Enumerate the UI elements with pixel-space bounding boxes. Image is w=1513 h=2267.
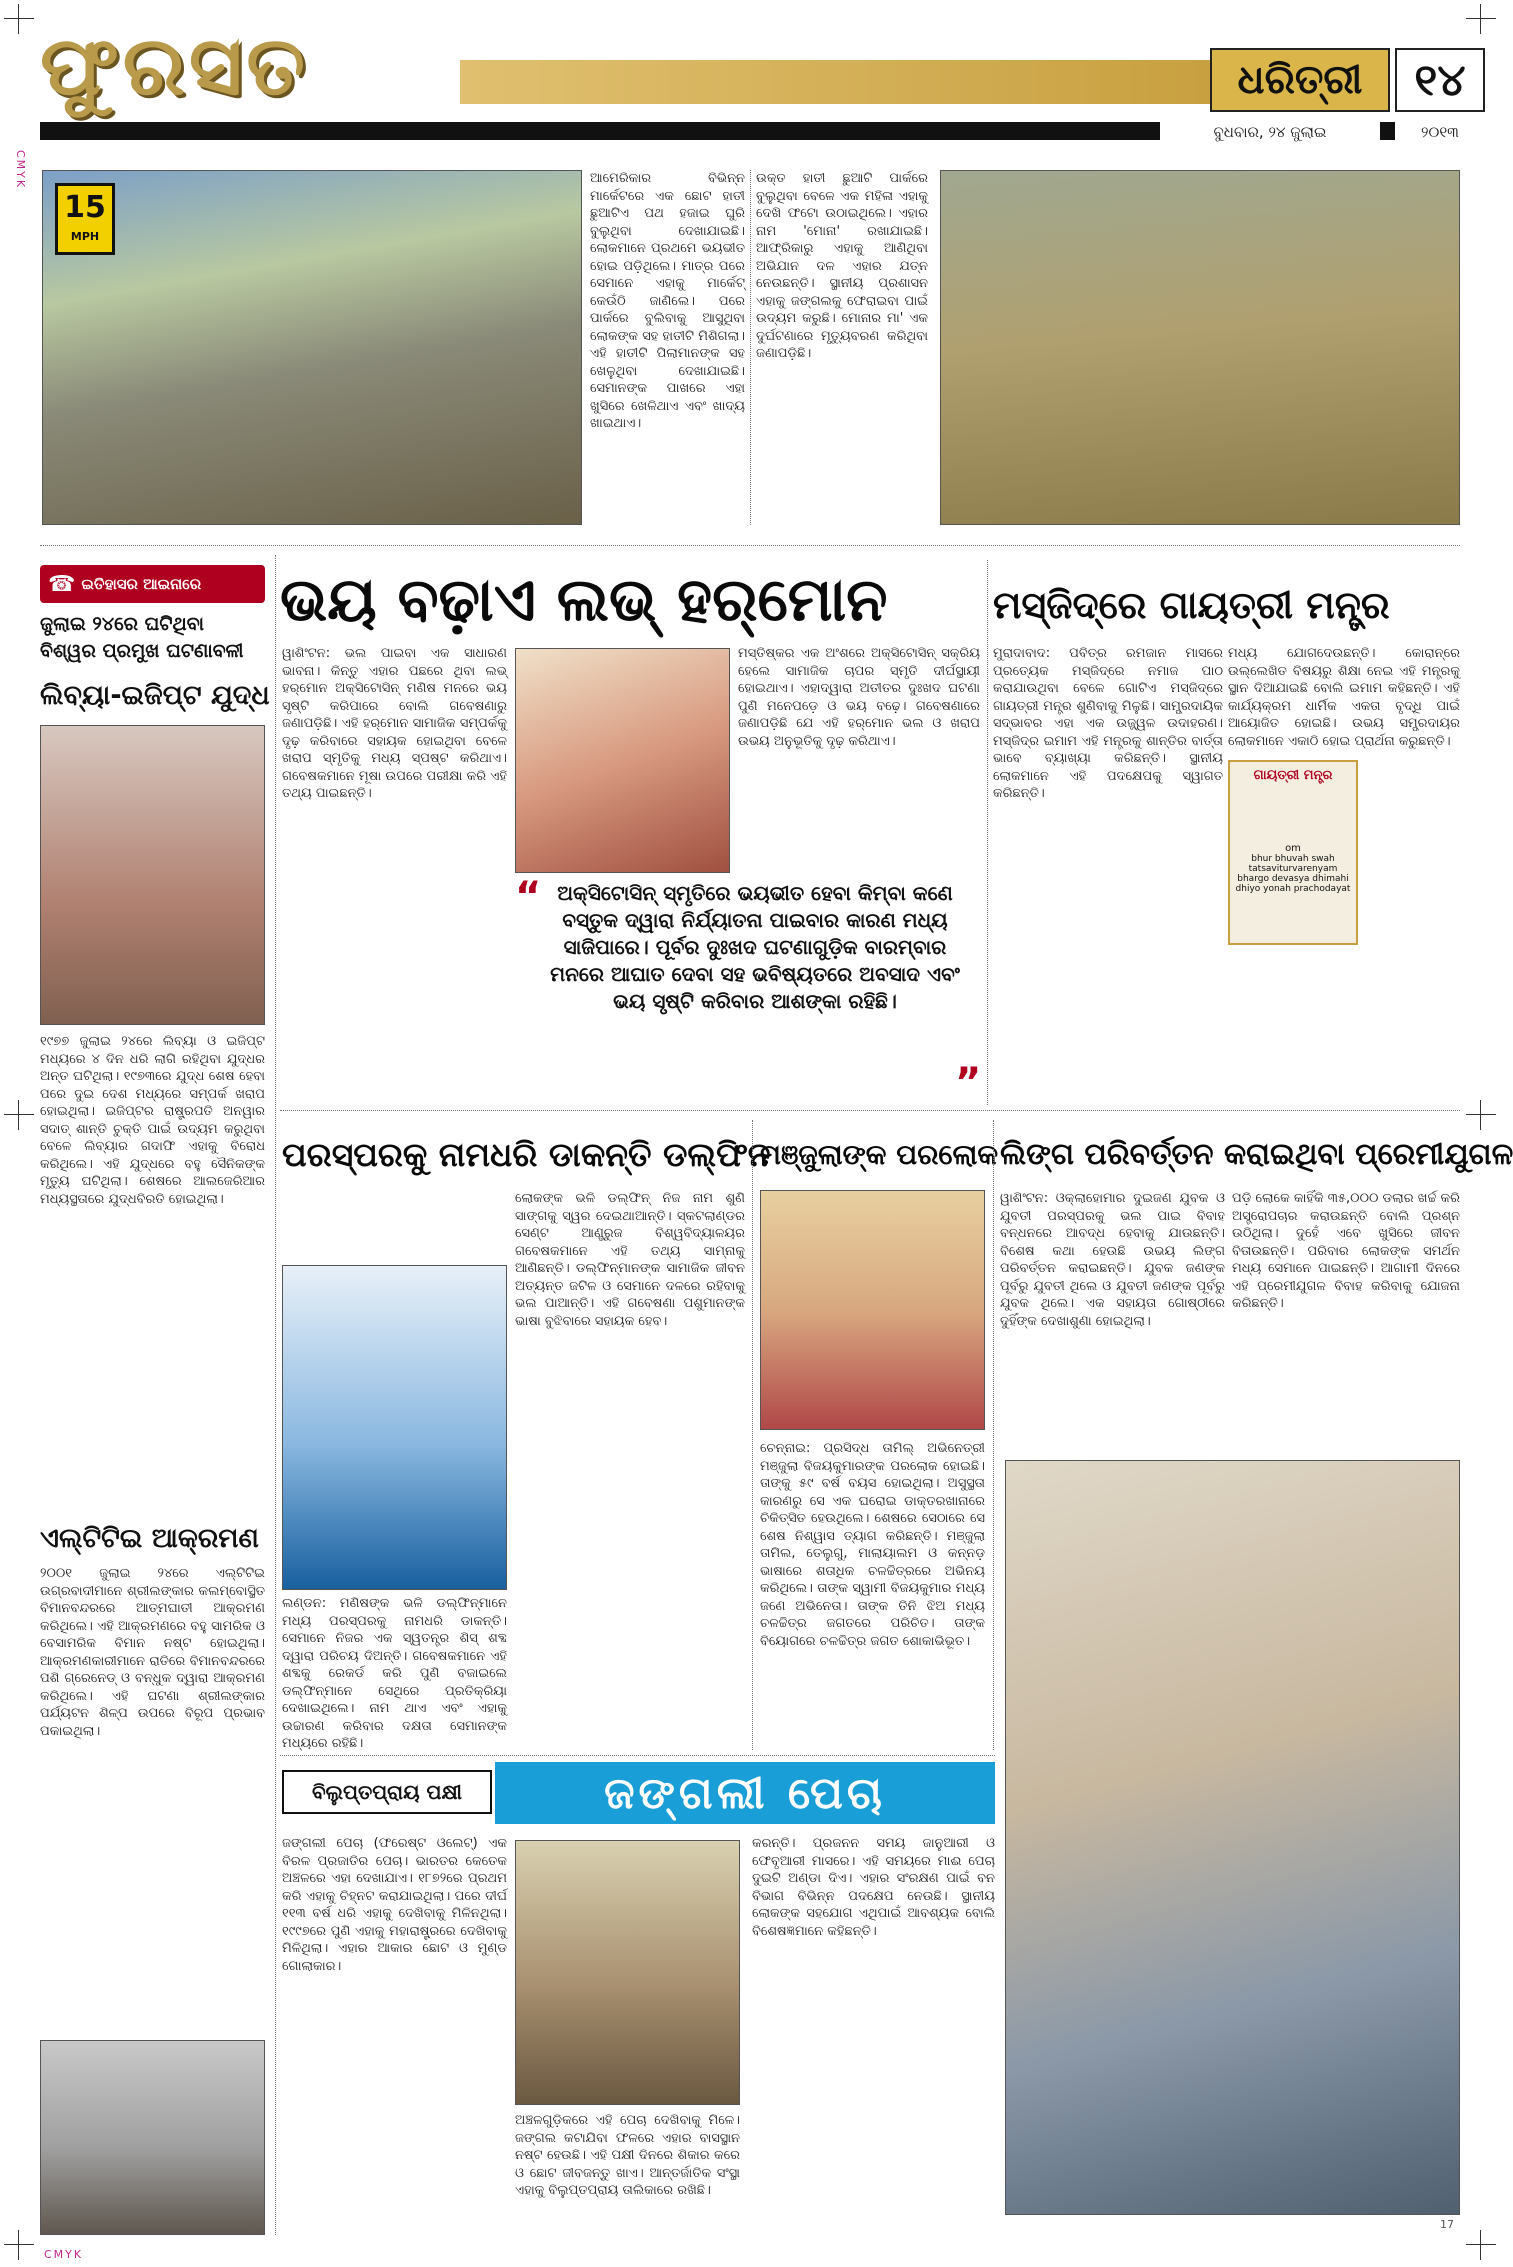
speed-sign-unit: MPH (70, 230, 100, 243)
owl-col3: କରନ୍ତି। ପ୍ରଜନନ ସମୟ ଜାନୁଆରୀ ଓ ଫେବୃଆରୀ ମାସରେ। ଏହି ସମୟରେ ମାଈ ପେଚା ଦୁଇଟି ଅଣ୍ଡା ଦିଏ। ଏହାର ସଂରକ୍ଷଣ ପାଇଁ ବନ ବିଭାଗ ବିଭିନ୍ନ ପଦକ୍ଷେପ ନେଉଛି। ସ୍ଥାନୀୟ ଲୋକଙ୍କ ସହଯୋଗ ଏଥିପାଇଁ ଆବଶ୍ୟକ ବୋଲି ବିଶେଷଜ୍ଞମାନେ କହିଛନ୍ତି। (752, 1836, 995, 1939)
manjula-photo (760, 1190, 985, 1430)
crop-mark (1466, 1100, 1496, 1130)
elephant-women-photo (940, 170, 1460, 525)
ltte-heading: ଏଲ୍‌ଟିଟିଇ ଆକ୍ରମଣ (40, 1523, 259, 1554)
mantra-line-3: tatsaviturvarenyam (1248, 864, 1338, 874)
owl-headline-bar (495, 1762, 995, 1824)
history-tag (40, 565, 265, 603)
dolphin-headline: ପରସ୍ପରକୁ ନାମଧରି ଡାକନ୍ତି ଡଲ୍‌ଫିନ (282, 1135, 771, 1174)
top-story-col1: ଆମେରିକାର ବିଭିନ୍ନ ମାର୍କେଟରେ ଏକ ଛୋଟ ହାତୀ ଛୁଆଟିଏ ପଥ ହଜାଇ ଘୁରି ବୁଲୁଥିବା ଦେଖାଯାଇଛି। ଲୋକମାନେ ପ୍ରଥମେ ଭୟଭୀତ ହୋଇ ପଡ଼ିଥିଲେ। ମାତ୍ର ପରେ ସେମାନେ ଏହାକୁ ମାର୍କେଟ୍‌ କେଉଁଠି ଜାଣିଲେ। ପରେ ପାର୍କରେ ବୁଲିବାକୁ ଆସୁଥିବା ଲୋକଙ୍କ ସହ ହାତୀଟି ମିଶିଗଲା। ଏହି ହାତୀଟି ପିଲାମାନଙ୍କ ସହ ଖେଳୁଥିବା ଦେଖାଯାଇଛି। ସେମାନଙ୍କ ପାଖରେ ଏହା ଖୁସିରେ ଖେଳିଥାଏ ଏବଂ ଖାଦ୍ୟ ଖାଇଥାଏ। (590, 171, 745, 431)
column-rule (275, 555, 276, 2235)
dolphins-photo (282, 1265, 507, 1590)
paper-name: ଧରିତ୍ରୀ (1237, 57, 1363, 103)
dolphin-col2: ଲୋକଙ୍କ ଭଳି ଡଲ୍‌ଫିନ୍‌ ନିଜ ନାମ ଶୁଣି ସାଙ୍ଗକୁ ସ୍ୱର ଦେଇଥାଆନ୍ତି। ସ୍କଟଲାଣ୍ଡର ସେଣ୍ଟ ଆଣ୍ଡ୍ରୁଜ ବିଶ୍ୱବିଦ୍ୟାଳୟର ଗବେଷକମାନେ ଏହି ତଥ୍ୟ ସାମ୍ନାକୁ ଆଣିଛନ୍ତି। ଡଲ୍‌ଫିନ୍‌ମାନଙ୍କ ସାମାଜିକ ଜୀବନ ଅତ୍ୟନ୍ତ ଜଟିଳ ଓ ସେମାନେ ଦଳରେ ରହିବାକୁ ଭଲ ପାଆନ୍ତି। ଏହି ଗବେଷଣା ପଶୁମାନଙ୍କ ଭାଷା ବୁଝିବାରେ ସହାୟକ ହେବ। (515, 1191, 745, 1329)
section-rule (40, 545, 1460, 546)
page-number-box (1395, 48, 1485, 112)
love-headline: ଭୟ ବଢ଼ାଏ ଲଭ୍‌ ହର୍‌ମୋନ (280, 565, 888, 635)
elephant-park-photo (42, 170, 582, 525)
column-rule (752, 1120, 753, 1750)
cmyk-side-label: CMYK (14, 150, 27, 190)
top-story-col2: ଉକ୍ତ ହାତୀ ଛୁଆଟି ପାର୍କରେ ବୁଲୁଥିବା ବେଳେ ଏକ ମହିଳା ଏହାକୁ ଦେଖି ଫଟୋ ଉଠାଇଥିଲେ। ଏହାର ନାମ 'ମୋନା' ରଖାଯାଇଛି। ଆଫ୍ରିକାରୁ ଏହାକୁ ଆଣିଥିବା ଅଭିଯାନ ଦଳ ଏହାର ଯତ୍ନ ନେଉଛନ୍ତି। ସ୍ଥାନୀୟ ପ୍ରଶାସନ ଏହାକୁ ଜଙ୍ଗଲକୁ ଫେରାଇବା ପାଇଁ ଉଦ୍ୟମ କରୁଛି। ମୋନାର ମା' ଏକ ଦୁର୍ଘଟଣାରେ ମୃତ୍ୟୁବରଣ କରିଥିବା ଜଣାପଡ଼ିଛି। (756, 171, 928, 361)
owl-col2: ଅଞ୍ଚଳଗୁଡ଼ିକରେ ଏହି ପେଚା ଦେଖିବାକୁ ମିଳେ। ଜଙ୍ଗଲ କଟାଯିବା ଫଳରେ ଏହାର ବାସସ୍ଥାନ ନଷ୍ଟ ହେଉଛି। ଏହି ପକ୍ଷୀ ଦିନରେ ଶିକାର କରେ ଓ ଛୋଟ ଜୀବଜନ୍ତୁ ଖାଏ। ଆନ୍ତର୍ଜାତିକ ସଂସ୍ଥା ଏହାକୁ ବିଲୁପ୍ତପ୍ରାୟ ତାଲିକାରେ ରଖିଛି। (515, 2113, 740, 2198)
section-rule (280, 1110, 1460, 1111)
libya-egypt-heading: ଲିବ୍ୟା-ଇଜିପ୍ଟ ଯୁଦ୍ଧ (40, 680, 270, 711)
paper-name-box (1210, 48, 1390, 112)
love-col1: ୱାଶିଂଟନ: ଭଲ ପାଇବା ଏକ ସାଧାରଣ ଭାବନା। କିନ୍ତୁ ଏହାର ପଛରେ ଥିବା ଲଭ୍‌ ହର୍‌ମୋନ ଅକ୍ସିଟୋସିନ୍‌ ମଣିଷ ମନରେ ଭୟ ସୃଷ୍ଟି କରିପାରେ ବୋଲି ଗବେଷଣାରୁ ଜଣାପଡ଼ିଛି। ଏହି ହର୍‌ମୋନ ସାମାଜିକ ସମ୍ପର୍କକୁ ଦୃଢ଼ କରିବାରେ ସହାୟକ ହୋଇଥିବା ବେଳେ ଖରାପ ସ୍ମୃତିକୁ ମଧ୍ୟ ସ୍ପଷ୍ଟ କରିଥାଏ। ଗବେଷକମାନେ ମୂଷା ଉପରେ ପରୀକ୍ଷା କରି ଏହି ତଥ୍ୟ ପାଇଛନ୍ତି। (282, 646, 507, 801)
crying-woman-photo (515, 648, 730, 873)
ltte-attack-photo (40, 2040, 265, 2235)
column-rule (993, 1120, 994, 1750)
mantra-line-2: bhur bhuvah swah (1251, 854, 1335, 864)
issue-date: ବୁଧବାର, ୨୪ ଜୁଲାଇ (1160, 122, 1380, 142)
owl-col1: ଜଙ୍ଗଲୀ ପେଚା (ଫରେଷ୍ଟ ଓଲେଟ୍‌) ଏକ ବିରଳ ପ୍ରଜାତିର ପେଚା। ଭାରତର କେତେକ ଅଞ୍ଚଳରେ ଏହା ଦେଖାଯାଏ। ୧୮୭୨ରେ ପ୍ରଥମ କରି ଏହାକୁ ଚିହ୍ନଟ କରାଯାଇଥିଲା। ପରେ ଦୀର୍ଘ ୧୧୩ ବର୍ଷ ଧରି ଏହାକୁ ଦେଖିବାକୁ ମିଳିନଥିଲା। ୧୯୯୭ରେ ପୁଣି ଏହାକୁ ମହାରାଷ୍ଟ୍ରରେ ଦେଖିବାକୁ ମିଳିଥିଲା। ଏହାର ଆକାର ଛୋଟ ଓ ମୁଣ୍ଡ ଗୋଲାକାର। (282, 1836, 507, 1974)
owl-headline: ଜଙ୍ଗଲୀ ପେଚା (604, 1767, 886, 1819)
quote-close-icon: ” (955, 1060, 982, 1106)
owl-tag-text: ବିଲୁପ୍ତପ୍ରାୟ ପକ୍ଷୀ (311, 1780, 463, 1804)
love-quote: ଅକ୍ସିଟୋସିନ୍‌ ସ୍ମୃତିରେ ଭୟଭୀତ ହେବା କିମ୍ବା କଣେ ବସ୍ତୁକ ଦ୍ୱାରା ନିର୍ଯ୍ୟାତନା ପାଇବାର କାରଣ ମଧ୍ୟ ସାଜିପାରେ। ପୂର୍ବର ଦୁଃଖଦ ଘଟଣାଗୁଡ଼ିକ ବାରମ୍ବାର ମନରେ ଆଘାତ ଦେବା ସହ ଭବିଷ୍ୟତରେ ଅବସାଦ ଏବଂ ଭୟ ସୃଷ୍ଟି କରିବାର ଆଶଙ୍କା ରହିଛି। (550, 881, 960, 1013)
love-col2: ମସ୍ତିଷ୍କର ଏକ ଅଂଶରେ ଅକ୍ସିଟୋସିନ୍‌ ସକ୍ରିୟ ହେଲେ ସାମାଜିକ ଚାପର ସ୍ମୃତି ଦୀର୍ଘସ୍ଥାୟୀ ହୋଇଥାଏ। ଏହାଦ୍ୱାରା ଅତୀତର ଦୁଃଖଦ ଘଟଣା ପୁଣି ମନେପଡ଼େ ଓ ଭୟ ବଢ଼େ। ଗବେଷଣାରେ ଜଣାପଡ଼ିଛି ଯେ ଏହି ହର୍‌ମୋନ ଭଲ ଓ ଖରାପ ଉଭୟ ଅନୁଭୂତିକୁ ଦୃଢ଼ କରିଥାଏ। (738, 646, 980, 749)
crop-mark (1466, 2230, 1496, 2260)
crop-mark (1466, 4, 1496, 34)
gayatri-headline: ମସ୍‌ଜିଦ୍‌ରେ ଗାୟତ୍ରୀ ମନ୍ତ୍ର (993, 583, 1390, 627)
dolphin-col1: ଲଣ୍ଡନ: ମଣିଷଙ୍କ ଭଳି ଡଲ୍‌ଫିନ୍‌ମାନେ ମଧ୍ୟ ପରସ୍ପରକୁ ନାମଧରି ଡାକନ୍ତି। ସେମାନେ ନିଜର ଏକ ସ୍ୱତନ୍ତ୍ର ଶିସ୍‌ ଶବ୍ଦ ଦ୍ୱାରା ପରିଚୟ ଦିଅନ୍ତି। ଗବେଷକମାନେ ଏହି ଶବ୍ଦକୁ ରେକର୍ଡ କରି ପୁଣି ବଜାଇଲେ ଡଲ୍‌ଫିନ୍‌ମାନେ ସେଥିରେ ପ୍ରତିକ୍ରିୟା ଦେଖାଇଥିଲେ। ନାମ ଥାଏ ଏବଂ ଏହାକୁ ଉଚ୍ଚାରଣ କରିବାର ଦକ୍ଷତା ସେମାନଙ୍କ ମଧ୍ୟରେ ରହିଛି। (282, 1596, 507, 1751)
history-box (40, 555, 270, 2245)
mantra-line-4: bhargo devasya dhimahi (1237, 874, 1349, 884)
masthead-title: ଫୁରସତ (40, 18, 309, 114)
issue-year: ୨୦୧୩ (1395, 122, 1485, 142)
speed-sign (55, 183, 115, 255)
love-quote-box (515, 874, 982, 1106)
quote-open-icon: “ (515, 874, 542, 920)
owl-tag (282, 1770, 492, 1814)
page-number: ୧୪ (1414, 54, 1466, 106)
gayatri-col2: ମଧ୍ୟ ଯୋଗଦେଉଛନ୍ତି। କୋରାନ୍‌ରେ ଉଲ୍ଲେଖିତ ବିଷୟରୁ ଶିକ୍ଷା ନେଇ ଏହି ମନ୍ତ୍ରକୁ ସ୍ଥାନ ଦିଆଯାଇଛି ବୋଲି ଇମାମ କହିଛନ୍ତି। ଏହି କାର୍ଯ୍ୟକ୍ରମ ଧାର୍ମିକ ଏକତା ବୃଦ୍ଧି ପାଇଁ ଆୟୋଜିତ ହୋଇଛି। ଉଭୟ ସମ୍ପ୍ରଦାୟର ଲୋକମାନେ ଏକାଠି ହୋଇ ପ୍ରାର୍ଥନା କରୁଛନ୍ତି। (1228, 646, 1460, 749)
gayatri-col1: ମୁରାଦାବାଦ: ପବିତ୍ର ରମଜାନ ମାସରେ ପ୍ରତ୍ୟେକ ମସ୍‌ଜିଦ୍‌ରେ ନମାଜ ପାଠ କରାଯାଉଥିବା ବେଳେ ଗୋଟିଏ ମସ୍‌ଜିଦ୍‌ରେ ଗାୟତ୍ରୀ ମନ୍ତ୍ର ଶୁଣିବାକୁ ମିଳୁଛି। ସାମ୍ପ୍ରଦାୟିକ ସଦ୍‌ଭାବର ଏହା ଏକ ଉଜ୍ଜ୍ୱଳ ଉଦାହରଣ। ମସ୍‌ଜିଦ୍‌ର ଇମାମ ଏହି ମନ୍ତ୍ରକୁ ଶାନ୍ତିର ବାର୍ତ୍ତା ଭାବେ ବ୍ୟାଖ୍ୟା କରିଛନ୍ତି। ସ୍ଥାନୀୟ ଲୋକମାନେ ଏହି ପଦକ୍ଷେପକୁ ସ୍ୱାଗତ କରିଛନ୍ତି। (993, 646, 1223, 801)
column-rule (750, 170, 751, 525)
history-tag-text: ଇତିହାସର ଆଇନାରେ (81, 575, 202, 593)
mantra-title: ଗାୟତ୍ରୀ ମନ୍ତ୍ର (1253, 768, 1333, 783)
gaddafi-photo (40, 725, 265, 1025)
speed-sign-number: 15 (64, 190, 106, 225)
masthead-gold-bar (460, 60, 1210, 104)
crop-mark (4, 4, 34, 34)
manjula-headline: ମଞ୍ଜୁଲାଙ୍କ ପରଲୋକ (760, 1138, 999, 1171)
mantra-line-1: om (1285, 843, 1301, 854)
libya-egypt-text: ୧୯୭୭ ଜୁଲାଇ ୨୪ରେ ଲିବ୍ୟା ଓ ଇଜିପ୍ଟ ମଧ୍ୟରେ ୪ ଦିନ ଧରି ଲାଗି ରହିଥିବା ଯୁଦ୍ଧର ଅନ୍ତ ଘଟିଥିଲା। ୧୯୭୩ରେ ଯୁଦ୍ଧ ଶେଷ ହେବା ପରେ ଦୁଇ ଦେଶ ମଧ୍ୟରେ ସମ୍ପର୍କ ଖରାପ ହୋଇଥିଲା। ଇଜିପ୍ଟର ରାଷ୍ଟ୍ରପତି ଅନୱାର ସଦାତ୍‌ ଶାନ୍ତି ଚୁକ୍ତି ପାଇଁ ଉଦ୍ୟମ କରୁଥିବା ବେଳେ ଲିବ୍ୟାର ଗଦାଫି ଏହାକୁ ବିରୋଧ କରିଥିଲେ। ଏହି ଯୁଦ୍ଧରେ ବହୁ ସୈନିକଙ୍କ ମୃତ୍ୟୁ ଘଟିଥିଲା। ଶେଷରେ ଆଲଜେରିଆର ମଧ୍ୟସ୍ଥତାରେ ଯୁଦ୍ଧବିରତି ହୋଇଥିଲା। (40, 1034, 265, 1207)
footer-page-number: 17 (1440, 2218, 1454, 2231)
gender-col2: ପଡ଼ି ଲୋକେ କାହିଁକି ୩୫,୦୦୦ ଡଲାର ଖର୍ଚ୍ଚ କରି ଅସ୍ତ୍ରୋପଚାର କରାଉଛନ୍ତି ବୋଲି ପ୍ରଶ୍ନ ଉଠିଥିଲା। ଦୁହେଁ ଏବେ ଖୁସିରେ ଜୀବନ ବିତାଉଛନ୍ତି। ପରିବାର ଲୋକଙ୍କ ସମର୍ଥନ ମଧ୍ୟ ସେମାନେ ପାଇଛନ୍ତି। ଆଗାମୀ ଦିନରେ ଏହି ପ୍ରେମୀଯୁଗଳ ବିବାହ କରିବାକୁ ଯୋଜନା କରିଛନ୍ତି। (1232, 1191, 1460, 1311)
column-rule (987, 560, 988, 1105)
cmyk-bottom-label: CMYK (44, 2248, 84, 2261)
history-subtitle: ବିଶ୍ୱର ପ୍ରମୁଖ ଘଟଣାବଳୀ (40, 640, 244, 662)
ltte-text: ୨୦୦୧ ଜୁଲାଇ ୨୪ରେ ଏଲ୍‌ଟିଟିଇ ଉଗ୍ରବାଦୀମାନେ ଶ୍ରୀଲଙ୍କାର କଲମ୍ବୋସ୍ଥିତ ବିମାନବନ୍ଦରରେ ଆତ୍ମଘାତୀ ଆକ୍ରମଣ କରିଥିଲେ। ଏହି ଆକ୍ରମଣରେ ବହୁ ସାମରିକ ଓ ବେସାମରିକ ବିମାନ ନଷ୍ଟ ହୋଇଥିଲା। ଆକ୍ରମଣକାରୀମାନେ ରାତିରେ ବିମାନବନ୍ଦରରେ ପଶି ଗ୍ରେନେଡ୍‌ ଓ ବନ୍ଧୁକ ଦ୍ୱାରା ଆକ୍ରମଣ କରିଥିଲେ। ଏହି ଘଟଣା ଶ୍ରୀଲଙ୍କାର ପର୍ଯ୍ୟଟନ ଶିଳ୍ପ ଉପରେ ବିରୂପ ପ୍ରଭାବ ପକାଇଥିଲା। (40, 1566, 265, 1739)
masthead (40, 18, 1466, 143)
gender-col1: ୱାଶିଂଟନ: ଓକ୍‌ଲାହୋମାର ଦୁଇଜଣ ଯୁବକ ଓ ଯୁବତୀ ପରସ୍ପରକୁ ଭଲ ପାଇ ବିବାହ ବନ୍ଧନରେ ଆବଦ୍ଧ ହେବାକୁ ଯାଉଛନ୍ତି। ବିଶେଷ କଥା ହେଉଛି ଉଭୟ ଲିଙ୍ଗ ପରିବର୍ତ୍ତନ କରାଇଛନ୍ତି। ଯୁବକ ଜଣଙ୍କ ପୂର୍ବରୁ ଯୁବତୀ ଥିଲେ ଓ ଯୁବତୀ ଜଣଙ୍କ ପୂର୍ବରୁ ଯୁବକ ଥିଲେ। ଏକ ସହାୟତା ଗୋଷ୍ଠୀରେ ଦୁହିଁଙ୍କ ଦେଖାଶୁଣା ହୋଇଥିଲା। (1000, 1191, 1225, 1329)
mantra-line-5: dhiyo yonah prachodayat (1235, 884, 1351, 894)
crop-mark (4, 1100, 34, 1130)
section-rule (280, 1755, 995, 1756)
gender-headline: ଲିଙ୍ଗ ପରିବର୍ତ୍ତନ କରାଇଥିବା ପ୍ରେମୀଯୁଗଳ (1000, 1137, 1513, 1172)
telephone-icon: ☎ (48, 571, 76, 597)
couple-photo (1005, 1460, 1460, 2215)
owl-photo (515, 1840, 740, 2105)
history-date-line: ଜୁଲାଇ ୨୪ରେ ଘଟିଥିବା (40, 613, 204, 635)
manjula-text: ଚେନ୍ନାଇ: ପ୍ରସିଦ୍ଧ ତାମିଲ୍‌ ଅଭିନେତ୍ରୀ ମଞ୍ଜୁଲା ବିଜୟକୁମାରଙ୍କ ପରଲୋକ ହୋଇଛି। ତାଙ୍କୁ ୫୯ ବର୍ଷ ବୟସ ହୋଇଥିଲା। ଅସୁସ୍ଥତା କାରଣରୁ ସେ ଏକ ଘରୋଇ ଡାକ୍ତରଖାନାରେ ଚିକିତ୍ସିତ ହେଉଥିଲେ। ଶେଷରେ ସେଠାରେ ସେ ଶେଷ ନିଶ୍ୱାସ ତ୍ୟାଗ କରିଛନ୍ତି। ମଞ୍ଜୁଲା ତାମିଲ, ତେଲୁଗୁ, ମାଲାୟାଲମ ଓ କନ୍ନଡ଼ ଭାଷାରେ ଶତାଧିକ ଚଳଚ୍ଚିତ୍ରରେ ଅଭିନୟ କରିଥିଲେ। ତାଙ୍କ ସ୍ୱାମୀ ବିଜୟକୁମାର ମଧ୍ୟ ଜଣେ ଅଭିନେତା। ତାଙ୍କ ତିନି ଝିଅ ମଧ୍ୟ ଚଳଚ୍ଚିତ୍ର ଜଗତରେ ପରିଚିତ। ତାଙ୍କ ବିୟୋଗରେ ଚଳଚ୍ଚିତ୍ର ଜଗତ ଶୋକାଭିଭୂତ। (760, 1441, 985, 1649)
crop-mark (4, 2230, 34, 2260)
gayatri-mantra-box (1228, 760, 1358, 945)
